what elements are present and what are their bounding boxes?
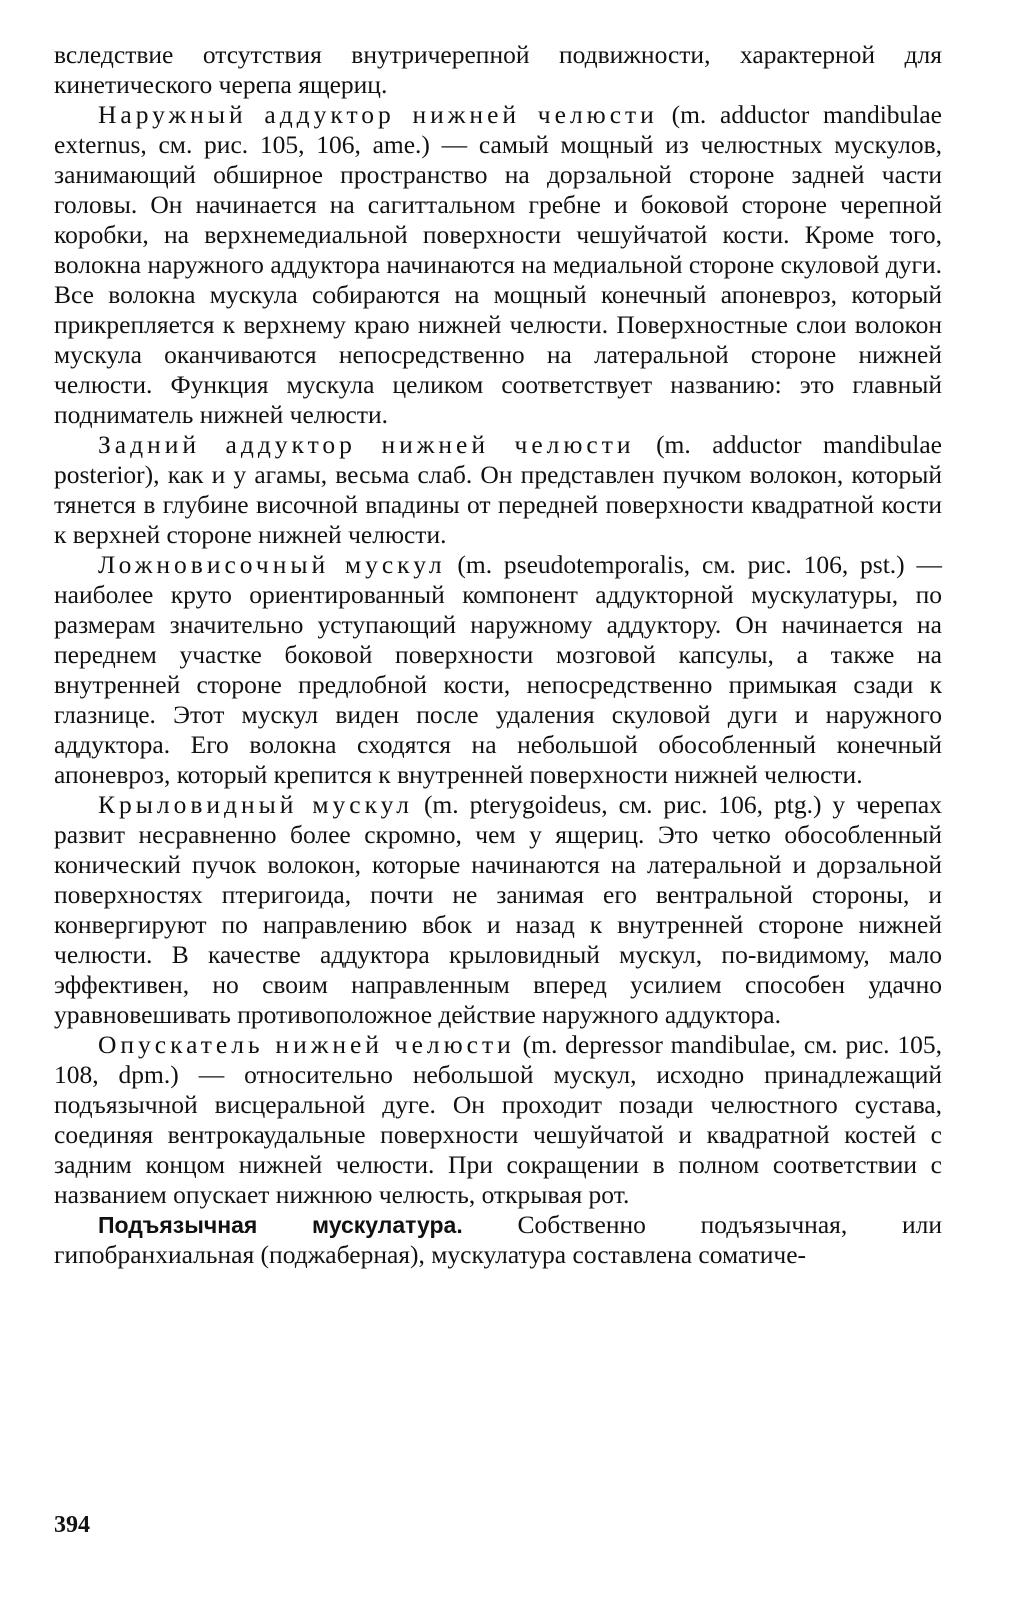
term-lead: Ложновисочный мускул — [98, 550, 446, 579]
section-heading: Подъязычная мускулатура. — [98, 1212, 463, 1238]
paragraph-posterior-adductor — [54, 430, 942, 550]
paragraph-text: (m. pseudotemporalis, см. рис. 106, pst.) — наиболее круто ориентированный компонент аддукторной мускулатуры, по размерам значительно уступающий наружному аддуктору. Он начинается на переднем участке боковой поверхности мозговой капсулы, а также на внутренней стороне предлобной кости, непосредственно примыкая сзади к глазнице. Этот мускул виден после удаления скуловой дуги и наружного аддуктора. Его волокна сходятся на небольшой обособленный конечный апоневроз, который крепится к внутренней поверхности нижней челюсти. — [54, 550, 942, 789]
paragraph-text: (m. adductor mandibulae externus, см. рис. 105, 106, ame.) — самый мощный из челюстных мускулов, занимающий обширное пространство на дорзальной стороне задней части головы. Он начинается на сагиттальном гребне и боковой стороне черепной коробки, на верхнемедиальной поверхности чешуйчатой кости. Кроме того, волокна наружного аддуктора начинаются на медиальной стороне скуловой дуги. Все волокна мускула собираются на мощный конечный апоневроз, который прикрепляется к верхнему краю нижней челюсти. Поверхностные слои волокон мускула оканчиваются непосредственно на латеральной стороне нижней челюсти. Функция мускула целиком соответствует названию: это главный подниматель нижней челюсти. — [54, 100, 942, 429]
term-lead: Наружный аддуктор нижней челюсти — [98, 100, 658, 129]
paragraph-text: (m. pterygoideus, см. рис. 106, ptg.) у черепах развит несравненно более скромно, чем у ящериц. Это четко обособленный конический пучок волокон, которые начинаются на латеральной и дорзальной поверхностях птеригоида, почти не занимая его вентральной стороны, и конвергируют по направлению вбок и назад к внутренней стороне нижней челюсти. В качестве аддуктора крыловидный мускул, по-видимому, мало эффективен, но своим направленным вперед усилием способен удачно уравновешивать противоположное действие наружного аддуктора. — [54, 790, 943, 1029]
term-lead: Крыловидный мускул — [98, 790, 413, 819]
term-lead: Задний аддуктор нижней челюсти — [98, 430, 635, 459]
paragraph-external-adductor — [54, 100, 942, 430]
paragraph-text: вследствие отсутствия внутричерепной подвижности, характерной для кинетического черепа ящериц. — [54, 40, 942, 99]
paragraph-text: (m. depressor mandibulae, см. рис. 105, 108, dpm.) — относительно небольшой мускул, исходно принадлежащий подъязычной висцеральной дуге. Он проходит позади челюстного сустава, соединяя вентрокаудальные поверхности чешуйчатой и квадратной костей с задним концом нижней челюсти. При сокращении в полном соответствии с названием опускает нижнюю челюсть, открывая рот. — [54, 1030, 943, 1209]
paragraph-pseudotemporal — [54, 550, 942, 790]
paragraph-text: Собственно подъязычная, или гипобранхиальная (поджаберная), мускулатура составлена соматиче- — [54, 1210, 942, 1269]
paragraph-pterygoid — [54, 790, 942, 1030]
paragraph-depressor — [54, 1030, 942, 1210]
paragraph-intro — [54, 40, 942, 100]
paragraph-text: (m. adductor mandibulae posterior), как и у агамы, весьма слаб. Он представлен пучком волокон, который тянется в глубине височной впадины от передней поверхности квадратной кости к верхней стороне нижней челюсти. — [54, 430, 942, 549]
term-lead: Опускатель нижней челюсти — [98, 1030, 515, 1059]
page-body — [54, 40, 942, 1270]
paragraph-hyoid-musculature — [54, 1210, 942, 1270]
page-number: 394 — [54, 1512, 90, 1538]
